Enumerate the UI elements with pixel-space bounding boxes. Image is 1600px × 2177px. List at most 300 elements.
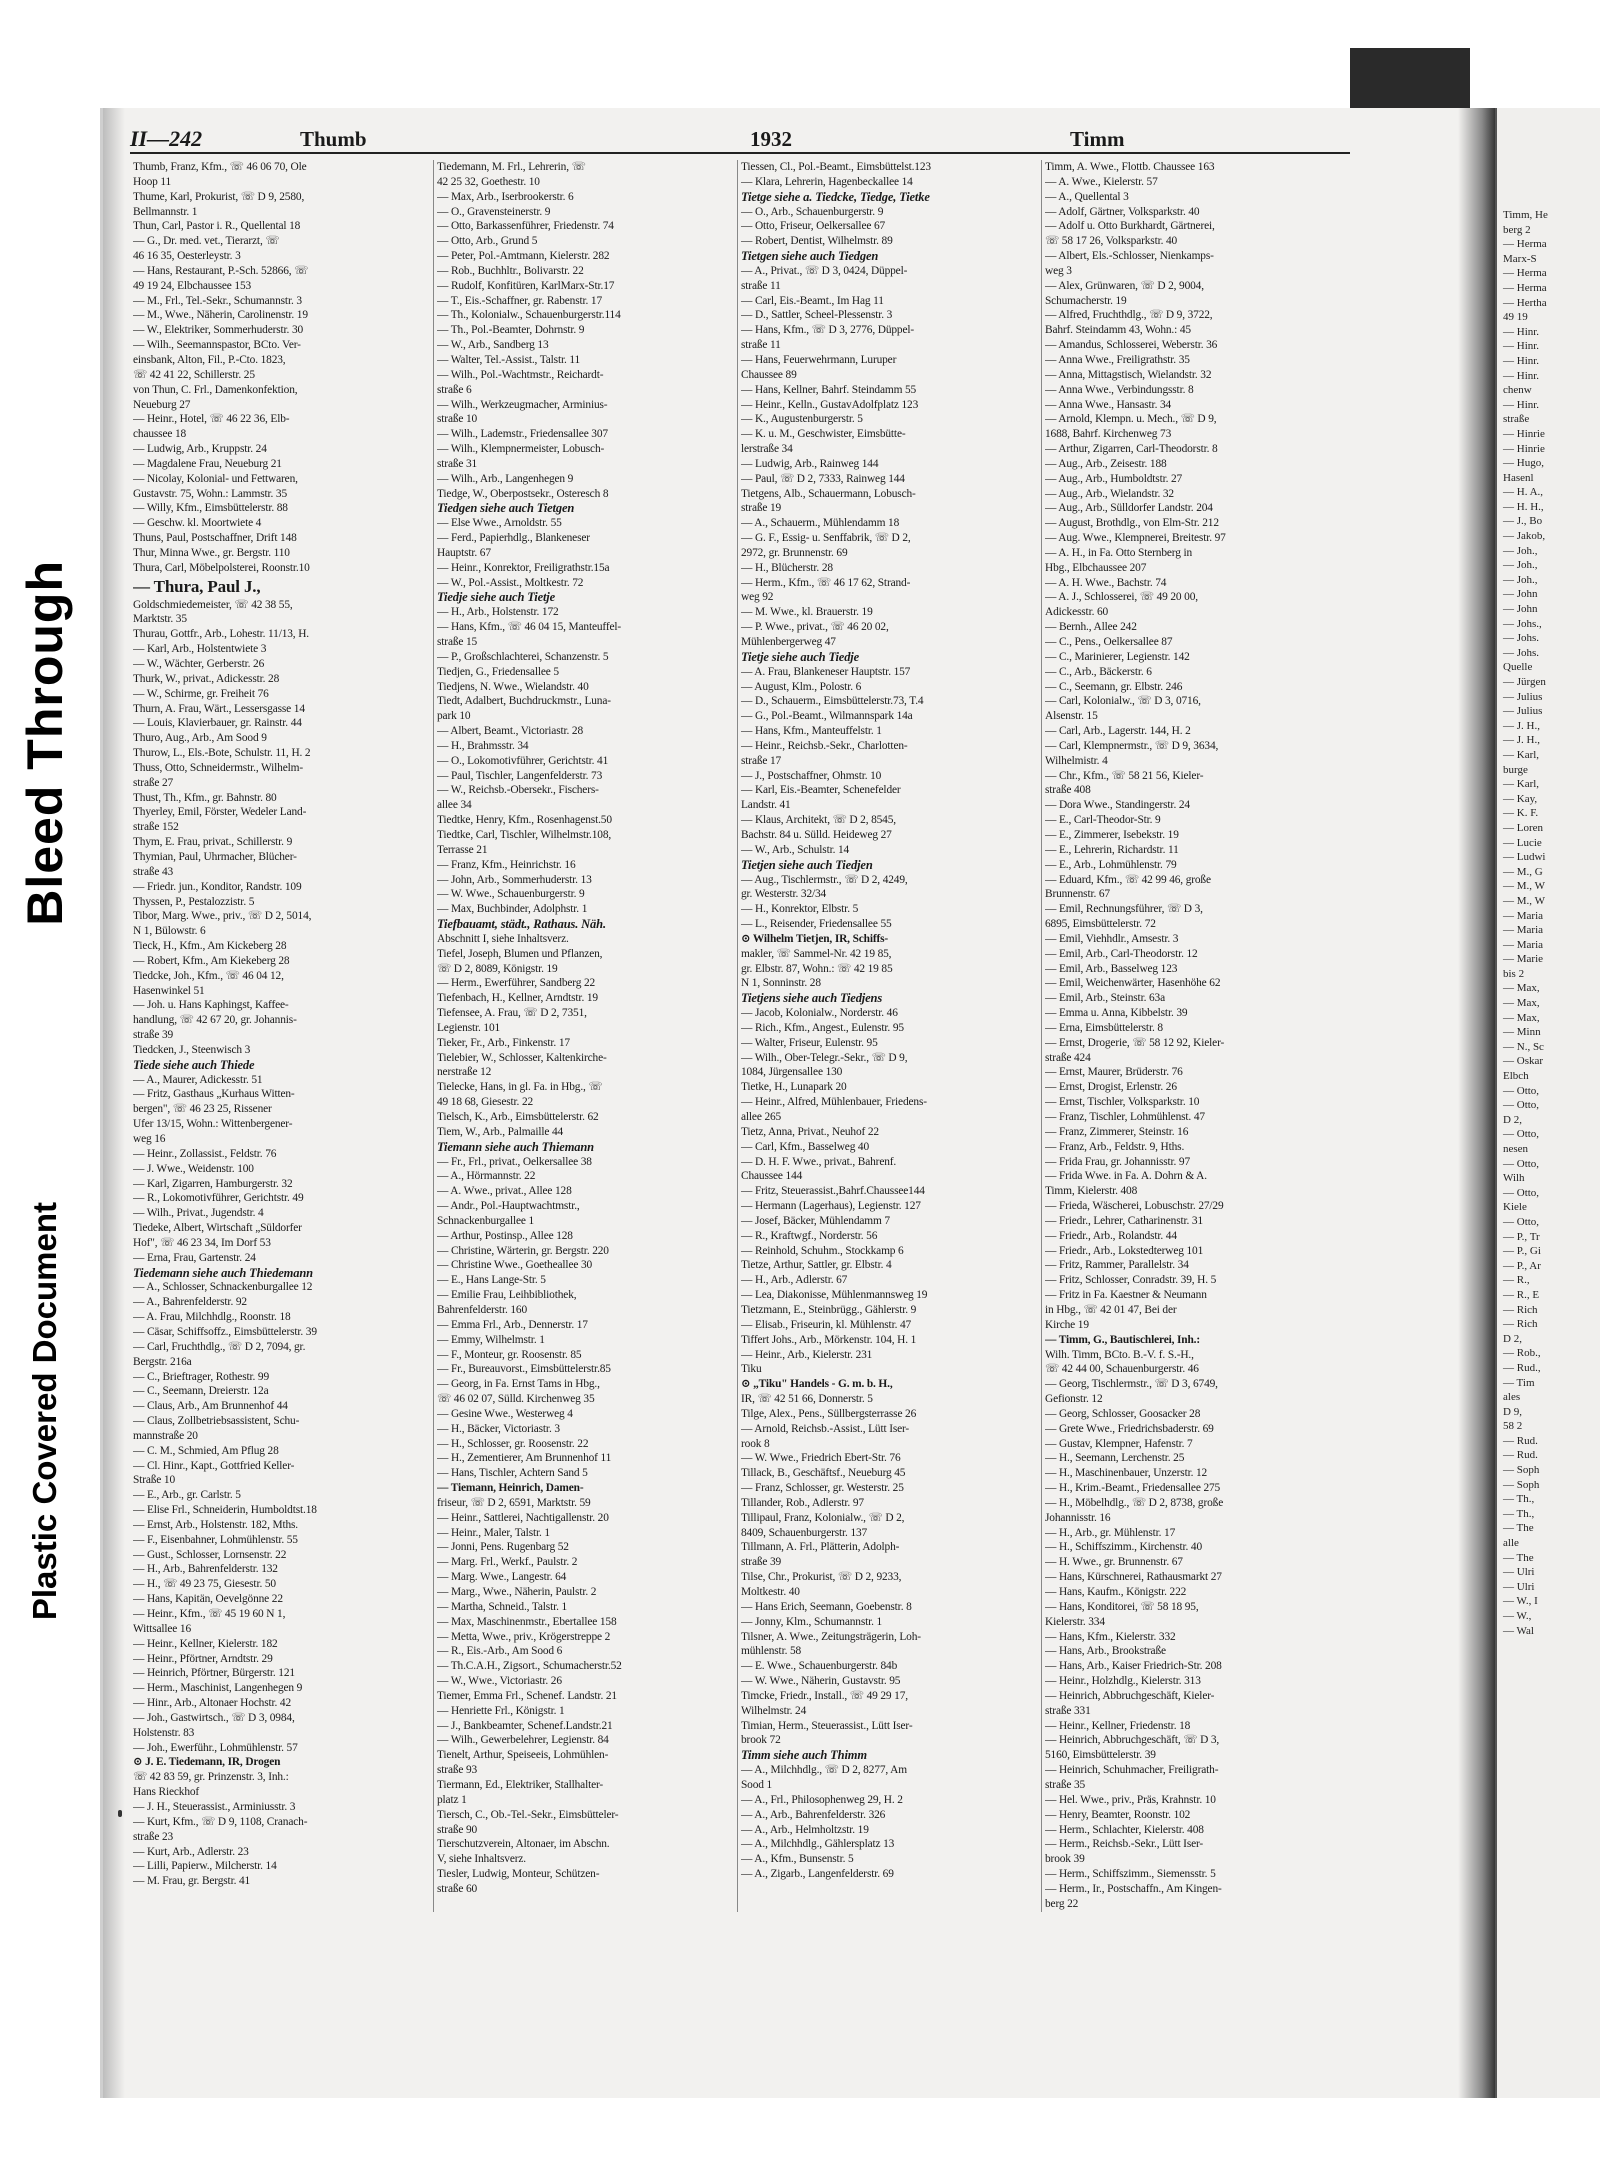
directory-entry-line: — Rich., Kfm., Angest., Eulenstr. 95 [741, 1021, 904, 1034]
directory-entry-line: Tiedjens, N. Wwe., Wielandstr. 40 [437, 680, 589, 693]
facing-page-fragment: — J. H., [1503, 734, 1540, 747]
directory-entry-line: Thymian, Paul, Uhrmacher, Blücher- [133, 850, 297, 863]
directory-entry-line: — E., Hans Lange-Str. 5 [437, 1274, 546, 1287]
directory-entry-line: — Christine Wwe., Goetheallee 30 [437, 1259, 593, 1272]
directory-entry-line: straße 19 [741, 502, 782, 515]
facing-page-fragment: — Johs. [1503, 632, 1540, 645]
directory-year: 1932 [750, 127, 792, 151]
directory-entry-line: — Frida Frau, gr. Johannisstr. 97 [1045, 1155, 1191, 1168]
directory-entry-line: — H. Wwe., gr. Brunnenstr. 67 [1045, 1556, 1183, 1569]
directory-entry-line: — H., Maschinenbauer, Unzerstr. 12 [1045, 1467, 1208, 1480]
directory-entry-line: — J. Wwe., Weidenstr. 100 [133, 1162, 254, 1175]
directory-entry-line: straße 27 [133, 776, 174, 789]
directory-entry-line: — Heinr., Alfred, Mühlenbauer, Friedens- [741, 1096, 927, 1109]
directory-entry-line: — Henry, Beamter, Roonstr. 102 [1045, 1808, 1191, 1821]
directory-entry-line: — Adolf u. Otto Burkhardt, Gärtnerei, [1045, 220, 1215, 233]
directory-entry-line: — Cäsar, Schiffsoffz., Eimsbüttelerstr. 39 [133, 1325, 317, 1338]
directory-entry-line: — Rob., Buchhltr., Bolivarstr. 22 [437, 264, 584, 277]
directory-entry-line: — H., Arb., Holstenstr. 172 [437, 606, 559, 619]
facing-page-fragment: ales [1503, 1391, 1521, 1404]
directory-entry-line: — Heinr., Zollassist., Feldstr. 76 [133, 1147, 277, 1160]
directory-entry-line: — H., Arb., Adlerstr. 67 [741, 1274, 848, 1287]
directory-entry-line: Tielsch, K., Arb., Eimsbüttelerstr. 62 [437, 1111, 599, 1123]
facing-page-fragment: — John [1503, 603, 1538, 616]
facing-page-fragment: — R., [1503, 1274, 1530, 1287]
directory-entry-line: — Fritz, Gasthaus „Kurhaus Witten- [133, 1088, 295, 1101]
facing-page-fragment: — Th., [1503, 1507, 1535, 1520]
directory-entry-line: — Georg, Schlosser, Goosacker 28 [1045, 1407, 1201, 1420]
directory-entry-line: — H., Bäcker, Victoriastr. 3 [437, 1422, 560, 1435]
directory-entry-line: Tillack, B., Geschäftsf., Neueburg 45 [741, 1467, 906, 1480]
directory-entry-line: Tietke, H., Lunapark 20 [741, 1081, 847, 1094]
directory-entry-line: Tiedgen siehe auch Tietgen [437, 501, 575, 516]
facing-page-fragment: D 9, [1503, 1405, 1522, 1418]
directory-entry-line: makler, ☏ Sammel-Nr. 42 19 85, [741, 947, 892, 960]
directory-entry-line: Tiedjen, G., Friedensallee 5 [437, 665, 559, 678]
directory-entry-line: — A., Kfm., Bunsenstr. 5 [741, 1853, 854, 1866]
directory-entry-line: — Hans, Kfm., ☏ D 3, 2776, Düppel- [741, 324, 915, 337]
facing-page-fragment: — Soph [1503, 1478, 1540, 1491]
directory-entry-line: — Robert, Dentist, Wilhelmstr. 89 [741, 235, 893, 248]
directory-entry-line: — Anna Wwe., Verbindungsstr. 8 [1045, 383, 1194, 396]
facing-page-fragment: — P., Tr [1503, 1230, 1540, 1243]
facing-page-fragment: — Hinrie [1503, 427, 1545, 440]
directory-entry-line: — Bernh., Allee 242 [1045, 621, 1137, 634]
directory-entry-line: — Martha, Schneid., Talstr. 1 [437, 1600, 568, 1613]
directory-entry-line: — Emil, Viehhdlr., Amsestr. 3 [1045, 932, 1179, 945]
directory-entry-line: Legienstr. 101 [437, 1021, 501, 1034]
directory-entry-line: Thuro, Aug., Arb., Am Sood 9 [133, 732, 267, 745]
directory-entry-line: Thun, Carl, Pastor i. R., Quellental 18 [133, 220, 301, 233]
directory-entry-line: ☏ 42 83 59, gr. Prinzenstr. 3, Inh.: [133, 1771, 289, 1784]
facing-page-fragment: — Max, [1503, 1011, 1540, 1024]
page-number: II—242 [130, 126, 203, 151]
directory-entry-line: — M., Wwe., Näherin, Carolinenstr. 19 [133, 309, 308, 322]
directory-entry-line: — E., Lehrerin, Richardstr. 11 [1045, 843, 1179, 856]
directory-entry-line: — T., Eis.-Schaffner, gr. Rabenstr. 17 [437, 294, 602, 307]
directory-entry-line: — Fritz in Fa. Kaestner & Neumann [1045, 1289, 1207, 1302]
directory-entry-line: — Franz, Zimmerer, Steinstr. 16 [1045, 1125, 1189, 1138]
directory-entry-line: Tiku [741, 1363, 762, 1376]
directory-entry-line: — H., Arb., gr. Mühlenstr. 17 [1045, 1526, 1176, 1539]
directory-entry-line: Tiesler, Ludwig, Monteur, Schützen- [437, 1868, 600, 1881]
facing-page-fragment: — Otto, [1503, 1215, 1540, 1228]
directory-entry-line: straße 408 [1045, 784, 1091, 797]
facing-page-fragment: — Rich [1503, 1303, 1538, 1316]
facing-page-fragment: burge [1503, 763, 1528, 776]
directory-entry-line: — Wilh., Arb., Langenhegen 9 [437, 472, 574, 485]
directory-entry-line: Thura, Carl, Möbelpolsterei, Roonstr.10 [133, 561, 310, 574]
directory-entry-line: Tietjen siehe auch Tiedjen [741, 857, 873, 872]
directory-column-1 [130, 160, 434, 1912]
directory-entry-line: — Heinr., Kellner, Friedenstr. 18 [1045, 1719, 1191, 1732]
directory-entry-line: — O., Arb., Schauenburgerstr. 9 [741, 205, 884, 218]
directory-entry-line: straße 331 [1045, 1704, 1091, 1717]
facing-page-fragment: Elbch [1503, 1070, 1529, 1083]
facing-page-fragment: — Joh., [1503, 544, 1538, 557]
facing-page-fragment: — Herma [1503, 238, 1547, 251]
facing-page-fragment: — Hinr. [1503, 325, 1540, 338]
directory-entry-line: — Lea, Diakonisse, Mühlenmannsweg 19 [741, 1289, 928, 1302]
directory-entry-line: Thume, Karl, Prokurist, ☏ D 9, 2580, [133, 190, 305, 203]
facing-page-fragment: — Jürgen [1503, 676, 1546, 688]
directory-entry-line: Tietz, Anna, Privat., Neuhof 22 [741, 1125, 879, 1138]
directory-entry-line: 49 18 68, Giesestr. 22 [437, 1096, 534, 1109]
directory-entry-line: — Franz, Arb., Feldstr. 9, Hths. [1045, 1140, 1185, 1153]
directory-entry-line: — Heinrich, Abbruchgeschäft, ☏ D 3, [1045, 1734, 1220, 1747]
directory-entry-line: — Friedr., Arb., Lokstedterweg 101 [1045, 1244, 1204, 1257]
directory-entry-line: — H., Blücherstr. 28 [741, 561, 833, 574]
facing-page-fragment: D 2, [1503, 1113, 1522, 1126]
facing-page-fragment: Marx-S [1503, 252, 1537, 265]
directory-entry-line: — Ernst, Drogerie, ☏ 58 12 92, Kieler- [1045, 1036, 1225, 1049]
plastic-covered-label: Plastic Covered Document [26, 1201, 63, 1620]
facing-page-fragment: — M., W [1503, 880, 1545, 893]
directory-entry-line: Timm, A. Wwe., Flottb. Chaussee 163 [1045, 161, 1215, 173]
facing-page-fragment: nesen [1503, 1143, 1529, 1155]
directory-entry-line: — W., Wwe., Victoriastr. 26 [437, 1675, 562, 1688]
directory-entry-line: ☏ 42 44 00, Schauenburgerstr. 46 [1045, 1363, 1199, 1376]
directory-entry-line: straße 11 [741, 279, 781, 292]
directory-entry-line: — August, Brothdlg., von Elm-Str. 212 [1045, 517, 1219, 530]
directory-entry-line: Alsenstr. 15 [1045, 710, 1098, 723]
directory-entry-line: — Wilh., Klempnermeister, Lobusch- [437, 443, 605, 456]
directory-entry-line: Thurn, A. Frau, Wärt., Lessersgasse 14 [133, 702, 305, 715]
directory-entry-line: Sood 1 [741, 1778, 773, 1791]
facing-page-fragment: — Otto, [1503, 1099, 1540, 1112]
directory-entry-line: — Anna Wwe., Hansastr. 34 [1045, 398, 1172, 411]
directory-entry-line: — C., Pens., Oelkersallee 87 [1045, 636, 1173, 648]
directory-entry-line: — Th., Kolonialw., Schauenburgerstr.114 [437, 309, 621, 322]
facing-page-fragment: — Ulri [1503, 1566, 1535, 1579]
facing-page-fragment: D 2, [1503, 1332, 1522, 1345]
directory-entry-line: straße 93 [437, 1764, 478, 1777]
directory-entry-line: friseur, ☏ D 2, 6591, Marktstr. 59 [437, 1496, 591, 1509]
directory-entry-line: — Henriette Frl., Königstr. 1 [437, 1704, 565, 1717]
directory-entry-line: Tiefel, Joseph, Blumen und Pflanzen, [437, 947, 603, 960]
page-gutter [1458, 108, 1498, 2098]
directory-entry-line: — Friedr. jun., Konditor, Randstr. 109 [133, 880, 302, 893]
facing-page-fragment: — Otto, [1503, 1186, 1540, 1199]
directory-entry-line: straße 15 [437, 636, 478, 648]
facing-page-fragment: — Jakob, [1503, 530, 1546, 543]
directory-entry-line: — Hans, Kaufm., Königstr. 222 [1045, 1586, 1187, 1598]
directory-entry-line: — E., Carl-Theodor-Str. 9 [1045, 814, 1161, 827]
directory-entry-line: — Heinr., Arb., Kielerstr. 231 [741, 1348, 873, 1361]
directory-entry-line: — A. Frau, Blankeneser Hauptstr. 157 [741, 665, 911, 678]
directory-entry-line: — Hans, Kürschnerei, Rathausmarkt 27 [1045, 1571, 1222, 1584]
directory-entry-line: — A., Privat., ☏ D 3, 0424, Düppel- [741, 264, 908, 277]
directory-entry-line: Thurau, Gottfr., Arb., Lohestr. 11/13, H. [133, 628, 309, 641]
directory-entry-line: Johannisstr. 16 [1045, 1511, 1111, 1524]
directory-entry-line: — C., Seemann, Dreierstr. 12a [133, 1385, 269, 1398]
directory-entry-line: — G., Pol.-Beamt., Wilmannspark 14a [741, 710, 913, 723]
facing-page-fragment: — P., Gi [1503, 1245, 1541, 1258]
directory-entry-line: — D. H. F. Wwe., privat., Bahrenf. [741, 1155, 897, 1168]
facing-page-fragment: — Maria [1503, 924, 1544, 937]
directory-entry-line: — Hans, Arb., Kaiser Friedrich-Str. 208 [1045, 1660, 1222, 1673]
directory-entry-line: — W., Reichsb.-Obersekr., Fischers- [437, 784, 599, 797]
directory-entry-line: — Elise Frl., Schneiderin, Humboldtst.18 [133, 1504, 317, 1517]
directory-entry-line: — A., Maurer, Adickesstr. 51 [133, 1073, 263, 1086]
directory-entry-line: — C., Marinierer, Legienstr. 142 [1045, 650, 1190, 663]
directory-entry-line: Tiffert Johs., Arb., Mörkenstr. 104, H. 1 [741, 1333, 917, 1346]
directory-entry-line: straße 10 [437, 413, 478, 426]
directory-entry-line: — W., Arb., Sandberg 13 [437, 339, 549, 352]
directory-entry-line: Timm, Kielerstr. 408 [1045, 1185, 1138, 1198]
directory-entry-line: — Kurt, Arb., Adlerstr. 23 [133, 1845, 249, 1858]
directory-entry-line: — Hel. Wwe., priv., Präs, Krahnstr. 10 [1045, 1793, 1216, 1806]
directory-entry-line: straße 39 [133, 1029, 174, 1042]
directory-entry-line: — Nicolay, Kolonial- und Fettwaren, [133, 472, 298, 485]
directory-entry-line: Hasenwinkel 51 [133, 984, 205, 997]
directory-entry-line: Tiede siehe auch Thiede [133, 1057, 255, 1072]
directory-entry-line: — Hans, Kellner, Bahrf. Steindamm 55 [741, 383, 917, 396]
directory-entry-line: — Emma Frl., Arb., Dennerstr. 17 [437, 1318, 588, 1331]
facing-page-edge [1495, 108, 1600, 2098]
directory-entry-line: — E. Wwe., Schauenburgerstr. 84b [741, 1660, 898, 1673]
directory-entry-line: Tiessen, Cl., Pol.-Beamt., Eimsbüttelst.123 [741, 161, 931, 173]
directory-entry-line: — Hans, Kfm., Manteuffelstr. 1 [741, 725, 882, 738]
directory-entry-line: — Alex, Grünwaren, ☏ D 2, 9004, [1045, 279, 1204, 292]
directory-entry-line: — Eduard, Kfm., ☏ 42 99 46, große [1045, 873, 1211, 886]
directory-entry-line: — Georg, Tischlermstr., ☏ D 3, 6749, [1045, 1378, 1218, 1391]
directory-entry-line: — M., Frl., Tel.-Sekr., Schumannstr. 3 [133, 294, 302, 307]
directory-entry-line: 1084, Jürgensallee 130 [741, 1066, 843, 1079]
directory-entry-line: — C., Brieftrager, Rothestr. 99 [133, 1370, 269, 1383]
directory-entry-line: — A. H., in Fa. Otto Sternberg in [1045, 546, 1193, 559]
directory-entry-line: — Ferd., Papierhdlg., Blankeneser [437, 532, 590, 545]
directory-entry-line: ⊙ Wilhelm Tietjen, IR, Schiffs- [741, 932, 889, 945]
running-head [130, 118, 1350, 154]
facing-page-fragment: — W., I [1503, 1595, 1538, 1608]
directory-entry-line: — Joh., Ewerführ., Lohmühlenstr. 57 [133, 1741, 298, 1754]
directory-entry-line: — Alfred, Fruchthdlg., ☏ D 9, 3722, [1045, 309, 1213, 322]
directory-entry-line: Timcke, Friedr., Install., ☏ 49 29 17, [741, 1689, 908, 1702]
directory-entry-line: — Hermann (Lagerhaus), Legienstr. 127 [741, 1200, 921, 1213]
directory-entry-line: Chaussee 144 [741, 1170, 803, 1183]
directory-entry-line: — Albert, Els.-Schlosser, Nienkamps- [1045, 250, 1214, 263]
facing-page-fragment: — Herma [1503, 267, 1547, 280]
directory-entry-line: Tiedeke, Albert, Wirtschaft „Süldorfer [133, 1222, 302, 1235]
directory-entry-line: Tieck, H., Kfm., Am Kickeberg 28 [133, 940, 287, 953]
directory-entry-line: — Emil, Arb., Basselweg 123 [1045, 962, 1178, 975]
directory-entry-line: 46 16 35, Oesterleystr. 3 [133, 250, 241, 263]
directory-entry-line: — W., Pol.-Assist., Moltkestr. 72 [437, 576, 584, 589]
directory-entry-line: Timm siehe auch Thimm [741, 1748, 867, 1763]
directory-entry-line: Timian, Herm., Steuerassist., Lütt Iser- [741, 1719, 913, 1732]
facing-page-fragment: — Kay, [1503, 792, 1538, 805]
directory-entry-line: — Emil, Arb., Steinstr. 63a [1045, 992, 1165, 1005]
directory-entry-line: Tiermann, Ed., Elektriker, Stallhalter- [437, 1778, 604, 1791]
scan-top-margin [0, 0, 1600, 48]
directory-entry-line: — Peter, Pol.-Amtmann, Kielerstr. 282 [437, 250, 610, 263]
directory-entry-line: — H., ☏ 49 23 75, Giesestr. 50 [133, 1578, 276, 1591]
directory-entry-line: — Louis, Klavierbauer, gr. Rainstr. 44 [133, 717, 302, 730]
directory-entry-line: straße 35 [1045, 1778, 1086, 1791]
directory-entry-line: — Franz, Tischler, Lohmühlenst. 47 [1045, 1111, 1205, 1123]
facing-page-fragment: — Otto, [1503, 1128, 1540, 1141]
directory-entry-line: — Wilh., Ober-Telegr.-Sekr., ☏ D 9, [741, 1051, 908, 1064]
directory-entry-line: — W., Schirme, gr. Freiheit 76 [133, 687, 269, 700]
directory-entry-line: weg 92 [741, 591, 774, 604]
directory-entry-line: — A., Arb., Bahrenfelderstr. 326 [741, 1808, 886, 1821]
directory-entry-line: Goldschmiedemeister, ☏ 42 38 55, [133, 598, 293, 611]
directory-entry-line: Tietze, Arthur, Sattler, gr. Elbstr. 4 [741, 1259, 892, 1272]
directory-entry-line: Marktstr. 35 [133, 613, 187, 626]
directory-entry-line: — Heinrich, Abbruchgeschäft, Kieler- [1045, 1689, 1215, 1702]
directory-entry-line: straße 23 [133, 1830, 174, 1843]
directory-entry-line: — Otto, Arb., Grund 5 [437, 235, 538, 248]
directory-entry-line: — John, Arb., Sommerhuderstr. 13 [437, 873, 592, 886]
directory-entry-line: — A. Wwe., Kielerstr. 57 [1045, 175, 1158, 188]
directory-entry-line: — H., Seemann, Lerchenstr. 25 [1045, 1452, 1185, 1465]
facing-page-fragment: — Lucie [1503, 836, 1542, 849]
directory-entry-line: Tiedt, Adalbert, Buchdruckmstr., Luna- [437, 695, 611, 708]
facing-page-fragment: — Minn [1503, 1026, 1541, 1039]
directory-entry-line: — Fritz, Schlosser, Conradstr. 39, H. 5 [1045, 1274, 1217, 1287]
directory-entry-line: — Grete Wwe., Friedrichsbaderstr. 69 [1045, 1422, 1214, 1435]
directory-entry-line: — J. H., Steuerassist., Arminiusstr. 3 [133, 1800, 296, 1813]
facing-page-fragment: — Maria [1503, 938, 1544, 951]
directory-entry-line: Thurk, W., privat., Adickesstr. 28 [133, 672, 280, 685]
facing-page-fragment: — K. F. [1503, 807, 1539, 820]
directory-entry-line: — Heinr., Holzhdlg., Kielerstr. 313 [1045, 1675, 1201, 1688]
directory-entry-line: — Herm., Reichsb.-Sekr., Lütt Iser- [1045, 1838, 1204, 1851]
directory-entry-line: — Ludwig, Arb., Kruppstr. 24 [133, 443, 267, 456]
directory-entry-line: — Wilh., Pol.-Wachtmstr., Reichardt- [437, 368, 604, 381]
directory-entry-line: Moltkestr. 40 [741, 1586, 800, 1598]
directory-entry-line: — Dora Wwe., Standingerstr. 24 [1045, 799, 1190, 812]
directory-entry-line: 1688, Bahrf. Kirchenweg 73 [1045, 428, 1172, 441]
directory-entry-line: Ufer 13/15, Wohn.: Wittenbergener- [133, 1118, 293, 1131]
directory-entry-line: ⊙ J. E. Tiedemann, IR, Drogen [133, 1756, 281, 1769]
directory-entry-line: Chaussee 89 [741, 368, 797, 381]
last-entry-word: Timm [1070, 127, 1125, 151]
facing-page-fragment: — Max, [1503, 997, 1540, 1010]
facing-page-fragment: Hasenl [1503, 471, 1534, 484]
directory-entry-line: Tiedemann, M. Frl., Lehrerin, ☏ [437, 161, 586, 173]
directory-entry-line: — Joh., Gastwirtsch., ☏ D 3, 0984, [133, 1711, 295, 1724]
directory-entry-line: — W. Wwe., Friedrich Ebert-Str. 76 [741, 1452, 901, 1465]
facing-page-fragment: — Ludwi [1503, 851, 1546, 864]
directory-entry-line: straße 39 [741, 1556, 782, 1569]
facing-page-fragment: — J. H., [1503, 719, 1540, 732]
directory-entry-line: Thym, E. Frau, privat., Schillerstr. 9 [133, 836, 293, 849]
facing-page-fragment: — Tim [1503, 1376, 1535, 1389]
directory-entry-line: — Ernst, Arb., Holstenstr. 182, Mths. [133, 1518, 298, 1531]
directory-entry-line: Tilsner, A. Wwe., Zeitungsträgerin, Loh- [741, 1630, 921, 1643]
directory-entry-line: ☏ D 2, 8089, Königstr. 19 [437, 962, 558, 975]
directory-entry-line: — K., Augustenburgerstr. 5 [741, 413, 863, 426]
directory-entry-line: — Otto, Friseur, Oelkersallee 67 [741, 220, 886, 233]
directory-entry-line: — Walter, Friseur, Eulenstr. 95 [741, 1036, 878, 1049]
directory-entry-line: — Aug., Arb., Humboldtstr. 27 [1045, 472, 1183, 485]
directory-entry-line: Adickesstr. 60 [1045, 606, 1109, 619]
directory-entry-line: — Friedr., Arb., Rolandstr. 44 [1045, 1229, 1177, 1242]
directory-entry-line: — Karl, Zigarren, Hamburgerstr. 32 [133, 1177, 293, 1190]
directory-entry-line: — Marg., Wwe., Näherin, Paulstr. 2 [437, 1586, 597, 1598]
directory-entry-line: — Emilie Frau, Leihbibliothek, [437, 1289, 577, 1302]
directory-entry-line: — H., Zementierer, Am Brunnenhof 11 [437, 1452, 612, 1465]
directory-entry-line: — A., Schauerm., Mühlendamm 18 [741, 517, 900, 530]
facing-page-fragment: Quelle [1503, 661, 1533, 674]
directory-entry-line: — H., Schiffszimm., Kirchenstr. 40 [1045, 1541, 1202, 1554]
directory-entry-line: — Hans, Konditorei, ☏ 58 18 95, [1045, 1600, 1199, 1613]
directory-entry-line: — Heinrich, Schuhmacher, Freiligrath- [1045, 1764, 1219, 1777]
directory-entry-line: handlung, ☏ 42 67 20, gr. Johannis- [133, 1014, 297, 1027]
directory-entry-line: — Heinr., Kelln., GustavAdolfplatz 123 [741, 398, 919, 411]
directory-entry-line: Bergstr. 216a [133, 1355, 192, 1368]
directory-entry-line: — Herm., Schlachter, Kielerstr. 408 [1045, 1823, 1204, 1836]
directory-entry-line: — Erna, Eimsbüttelerstr. 8 [1045, 1021, 1163, 1034]
directory-entry-line: — Wilh., Lademstr., Friedensallee 307 [437, 428, 608, 441]
directory-entry-line: straße 31 [437, 457, 478, 470]
directory-entry-line: Wilh. Timm, BCto. B.-V. f. S.-H., [1045, 1348, 1194, 1361]
directory-entry-line: Tiefenbach, H., Kellner, Arndtstr. 19 [437, 992, 598, 1005]
directory-entry-line: 6895, Eimsbüttelerstr. 72 [1045, 918, 1156, 931]
facing-page-fragment: — The [1503, 1551, 1534, 1564]
directory-entry-line: N 1, Bülowstr. 6 [133, 925, 206, 938]
directory-entry-line: Thyssen, P., Pestalozzistr. 5 [133, 895, 255, 908]
directory-entry-line: rook 8 [741, 1437, 770, 1450]
directory-entry-line: Kirche 19 [1045, 1318, 1089, 1331]
directory-entry-line: — Aug., Arb., Zeisestr. 188 [1045, 457, 1167, 470]
facing-page-fragment: — W., [1503, 1610, 1532, 1622]
directory-entry-line: Bahrenfelderstr. 160 [437, 1303, 527, 1316]
directory-entry-line: — M. Wwe., kl. Brauerstr. 19 [741, 606, 873, 619]
directory-entry-line: — Arthur, Postinsp., Allee 128 [437, 1229, 573, 1242]
page-dot-mark [118, 1810, 122, 1817]
directory-entry-line: Tiedtke, Carl, Tischler, Wilhelmstr.108, [437, 828, 612, 841]
directory-entry-line: mühlenstr. 58 [741, 1645, 802, 1658]
directory-entry-line: — M. Frau, gr. Bergstr. 41 [133, 1875, 251, 1888]
directory-entry-line: — Wilh., Seemannspastor, BCto. Ver- [133, 339, 301, 352]
directory-entry-line: Tielebier, W., Schlosser, Kaltenkirche- [437, 1051, 607, 1064]
directory-entry-line: Tiedemann siehe auch Thiedemann [133, 1265, 313, 1280]
directory-entry-line: — A., Milchhdlg., ☏ D 2, 8277, Am [741, 1764, 907, 1777]
directory-entry-line: — Carl, Kolonialw., ☏ D 3, 0716, [1045, 695, 1201, 708]
directory-entry-line: — L., Reisender, Friedensallee 55 [741, 918, 892, 931]
facing-page-fragment: — Johs. [1503, 646, 1540, 659]
directory-entry-line: — A., Milchhdlg., Gählersplatz 13 [741, 1838, 895, 1851]
directory-entry-line: — Wilh., Gewerbelehrer, Legienstr. 84 [437, 1734, 609, 1747]
directory-entry-line: IR, ☏ 42 51 66, Donnerstr. 5 [741, 1393, 873, 1406]
directory-entry-line: — Heinr., Kfm., ☏ 45 19 60 N 1, [133, 1608, 286, 1620]
directory-entry-line: — Amandus, Schlosserei, Weberstr. 36 [1045, 339, 1218, 352]
directory-entry-line: — Fritz, Rammer, Parallelstr. 34 [1045, 1259, 1189, 1272]
directory-entry-line: Tielecke, Hans, in gl. Fa. in Hbg., ☏ [437, 1081, 603, 1094]
directory-entry-line: Tiersch, C., Ob.-Tel.-Sekr., Eimsbütteler- [437, 1808, 619, 1821]
directory-entry-line: lerstraße 34 [741, 443, 793, 456]
directory-entry-line: — Heinrich, Pförtner, Bürgerstr. 121 [133, 1667, 295, 1680]
facing-page-fragment: — Hertha [1503, 296, 1547, 309]
directory-entry-line: Tiefensee, A. Frau, ☏ D 2, 7351, [437, 1007, 587, 1020]
directory-entry-line: — Timm, G., Bautischlerei, Inh.: [1045, 1333, 1201, 1346]
directory-entry-line: Hans Rieckhof [133, 1786, 200, 1799]
directory-entry-line: — Anna Wwe., Freiligrathstr. 35 [1045, 353, 1190, 366]
directory-entry-line: — Klara, Lehrerin, Hagenbeckallee 14 [741, 175, 913, 188]
directory-entry-line: Schnackenburgallee 1 [437, 1214, 535, 1227]
directory-entry-line: Gustavstr. 75, Wohn.: Lammstr. 35 [133, 487, 288, 500]
facing-page-fragment: — H. H., [1503, 500, 1544, 513]
directory-entry-line: Thuns, Paul, Postschaffner, Drift 148 [133, 532, 297, 545]
directory-entry-line: Tibor, Marg. Wwe., priv., ☏ D 2, 5014, [133, 910, 312, 923]
directory-entry-line: Tiem, W., Arb., Palmaille 44 [437, 1125, 564, 1138]
directory-entry-line: — Christine, Wärterin, gr. Bergstr. 220 [437, 1244, 609, 1257]
directory-entry-line: Tiedje siehe auch Tietje [437, 590, 556, 605]
directory-entry-line: — Frida Wwe. in Fa. A. Dohrn & A. [1045, 1170, 1207, 1183]
